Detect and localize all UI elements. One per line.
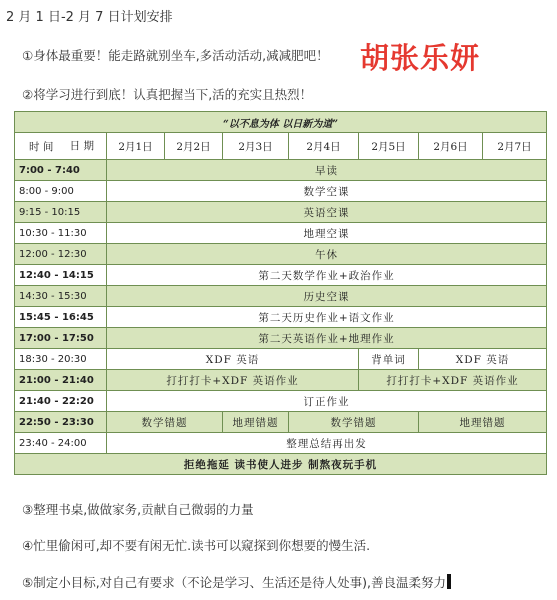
activity-cell: 第二天数学作业+政治作业 (107, 265, 547, 286)
date-header: 2月4日 (289, 133, 359, 160)
point-3: ③整理书桌,做做家务,贡献自己微弱的力量 (22, 502, 254, 517)
time-cell: 21:00 - 21:40 (15, 370, 107, 391)
activity-cell: 英语空课 (107, 202, 547, 223)
header-row (15, 133, 547, 160)
header-time-label: 时 间 (29, 141, 54, 153)
time-cell: 8:00 - 9:00 (15, 181, 107, 202)
table-row (15, 433, 547, 454)
activity-cell: 地理错题 (223, 412, 289, 433)
activity-cell: 数学错题 (289, 412, 419, 433)
date-header: 2月2日 (165, 133, 223, 160)
time-cell: 21:40 - 22:20 (15, 391, 107, 412)
table-row (15, 412, 547, 433)
motto-bottom-row (15, 454, 547, 475)
table-row (15, 265, 547, 286)
header-corner (15, 133, 107, 160)
author-name: 胡张乐妍 (360, 41, 481, 75)
activity-cell: 数学错题 (107, 412, 223, 433)
text-cursor (447, 574, 451, 589)
time-cell: 22:50 - 23:30 (15, 412, 107, 433)
table-row (15, 370, 547, 391)
time-cell: 18:30 - 20:30 (15, 349, 107, 370)
header-date-label: 日 期 (69, 140, 94, 152)
time-cell: 10:30 - 11:30 (15, 223, 107, 244)
time-cell: 17:00 - 17:50 (15, 328, 107, 349)
activity-cell: 打打打卡+XDF 英语作业 (107, 370, 359, 391)
motto-top-row (15, 112, 547, 133)
date-header: 2月7日 (483, 133, 547, 160)
time-cell: 9:15 - 10:15 (15, 202, 107, 223)
date-header: 2月3日 (223, 133, 289, 160)
page-title: 2 月 1 日-2 月 7 日计划安排 (6, 10, 173, 25)
point-1: ①身体最重要！能走路就别坐车,多活动活动,减减肥吧！ (22, 48, 329, 63)
time-cell: 14:30 - 15:30 (15, 286, 107, 307)
table-row (15, 391, 547, 412)
activity-cell: 地理错题 (419, 412, 547, 433)
table-row (15, 307, 547, 328)
activity-cell: 订正作业 (107, 391, 547, 412)
activity-cell: 打打打卡+XDF 英语作业 (359, 370, 547, 391)
table-row (15, 202, 547, 223)
activity-cell: XDF 英语 (107, 349, 359, 370)
date-header: 2月5日 (359, 133, 419, 160)
table-row (15, 328, 547, 349)
table-row (15, 160, 547, 181)
activity-cell: 午休 (107, 244, 547, 265)
time-cell: 23:40 - 24:00 (15, 433, 107, 454)
point-5 (22, 573, 451, 591)
date-header: 2月6日 (419, 133, 483, 160)
table-row (15, 349, 547, 370)
table-row (15, 223, 547, 244)
activity-cell: 数学空课 (107, 181, 547, 202)
motto-top: “以不息为体 以日新为道” (15, 112, 547, 133)
motto-bottom: 拒绝拖延 读书使人进步 制熬夜玩手机 (15, 454, 547, 475)
activity-cell: 整理总结再出发 (107, 433, 547, 454)
activity-cell: XDF 英语 (419, 349, 547, 370)
point-4: ④忙里偷闲可,却不要有闲无忙.读书可以窥探到你想要的慢生活. (22, 538, 371, 553)
time-cell: 7:00 - 7:40 (15, 160, 107, 181)
activity-cell: 第二天历史作业+语文作业 (107, 307, 547, 328)
time-cell: 15:45 - 16:45 (15, 307, 107, 328)
table-row (15, 181, 547, 202)
time-cell: 12:00 - 12:30 (15, 244, 107, 265)
time-cell: 12:40 - 14:15 (15, 265, 107, 286)
schedule-table (14, 111, 547, 475)
activity-cell: 早读 (107, 160, 547, 181)
point-5-text: ⑤制定小目标,对自己有要求（不论是学习、生活还是待人处事),善良温柔努力 (22, 575, 447, 590)
table-row (15, 244, 547, 265)
date-header: 2月1日 (107, 133, 165, 160)
activity-cell: 历史空课 (107, 286, 547, 307)
activity-cell: 地理空课 (107, 223, 547, 244)
activity-cell: 背单词 (359, 349, 419, 370)
point-2: ②将学习进行到底！认真把握当下,活的充实且热烈！ (22, 87, 313, 102)
table-row (15, 286, 547, 307)
activity-cell: 第二天英语作业+地理作业 (107, 328, 547, 349)
